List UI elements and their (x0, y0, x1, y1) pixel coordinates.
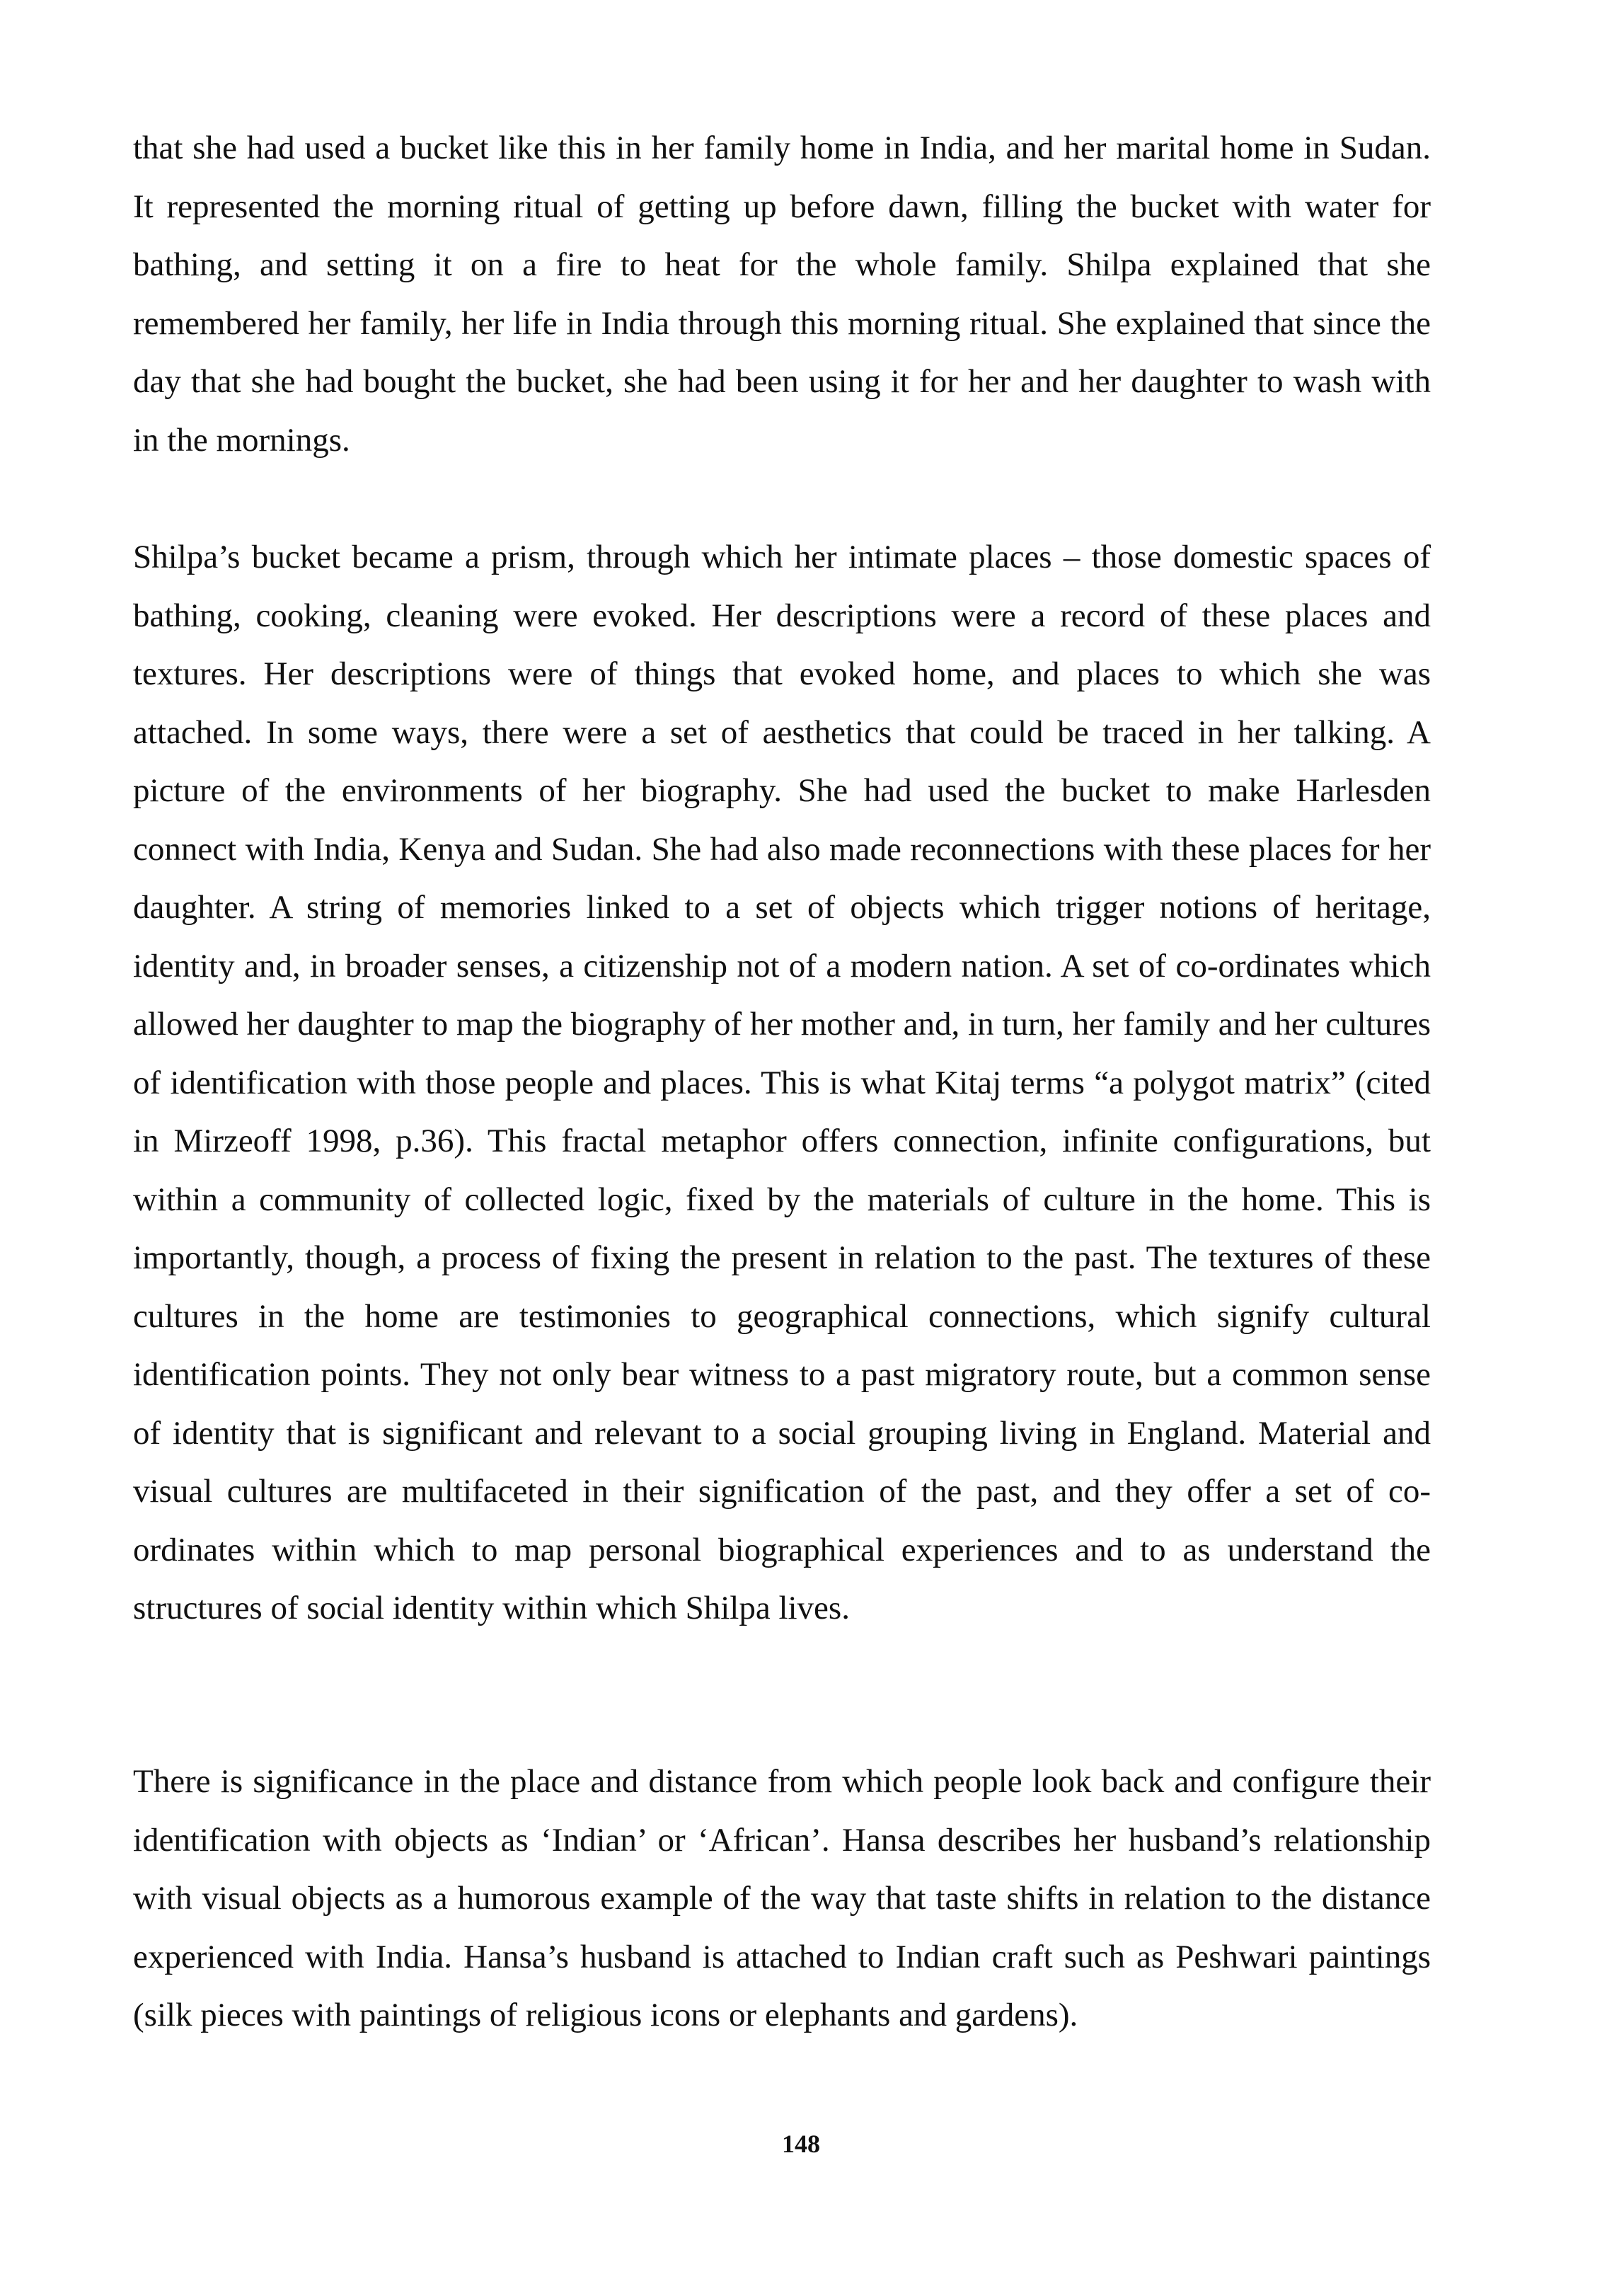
paragraph-bucket-prism: Shilpa’s bucket became a prism, through which her intimate places – those domestic spaces of bathing, cooking, cleaning were evoked. Her descriptions were a record of these places and textures. Her descriptions were of things that evoked home, and places to which she was attached. In some ways, there were a set of aesthetics that could be traced in her talking. A picture of the environments of her biography. She had used the bucket to make Harlesden connect with India, Kenya and Sudan. She had also made reconnections with these places for her daughter. A string of memories linked to a set of objects which trigger notions of heritage, identity and, in broader senses, a citizenship not of a modern nation. A set of co-ordinates which allowed her daughter to map the biography of her mother and, in turn, her family and her cultures of identification with those people and places. This is what Kitaj terms “a polygot matrix” (cited in Mirzeoff 1998, p.36). This fractal metaphor offers connection, infinite configurations, but within a community of collected logic, fixed by the materials of culture in the home. This is importantly, though, a process of fixing the present in relation to the past. The textures of these cultures in the home are testimonies to geographical connections, which signify cultural identification points. They not only bear witness to a past migratory route, but a common sense of identity that is significant and relevant to a social grouping living in England. Material and visual cultures are multifaceted in their signification of the past, and they offer a set of co-ordinates within which to map personal biographical experiences and to as understand the structures of social identity within which Shilpa lives. (133, 539, 1431, 1626)
paragraph-bucket-ritual: that she had used a bucket like this in her family home in India, and her marital home in Sudan. It represented the morning ritual of getting up before dawn, filling the bucket with water for bathing, and setting it on a fire to heat for the whole family. Shilpa explained that she remembered her family, her life in India through this morning ritual. She explained that since the day that she had bought the bucket, she had been using it for her and her daughter to wash with in the mornings. (133, 130, 1431, 459)
page-number: 148 (782, 2130, 820, 2158)
paragraph-distance-significance: There is significance in the place and distance from which people look back and configure their identification with objects as ‘Indian’ or ‘African’. Hansa describes her husband’s relationship with visual objects as a humorous example of the way that taste shifts in relation to the distance experienced with India. Hansa’s husband is attached to Indian craft such as Peshwari paintings (silk pieces with paintings of religious icons or elephants and gardens). (133, 1763, 1431, 2033)
